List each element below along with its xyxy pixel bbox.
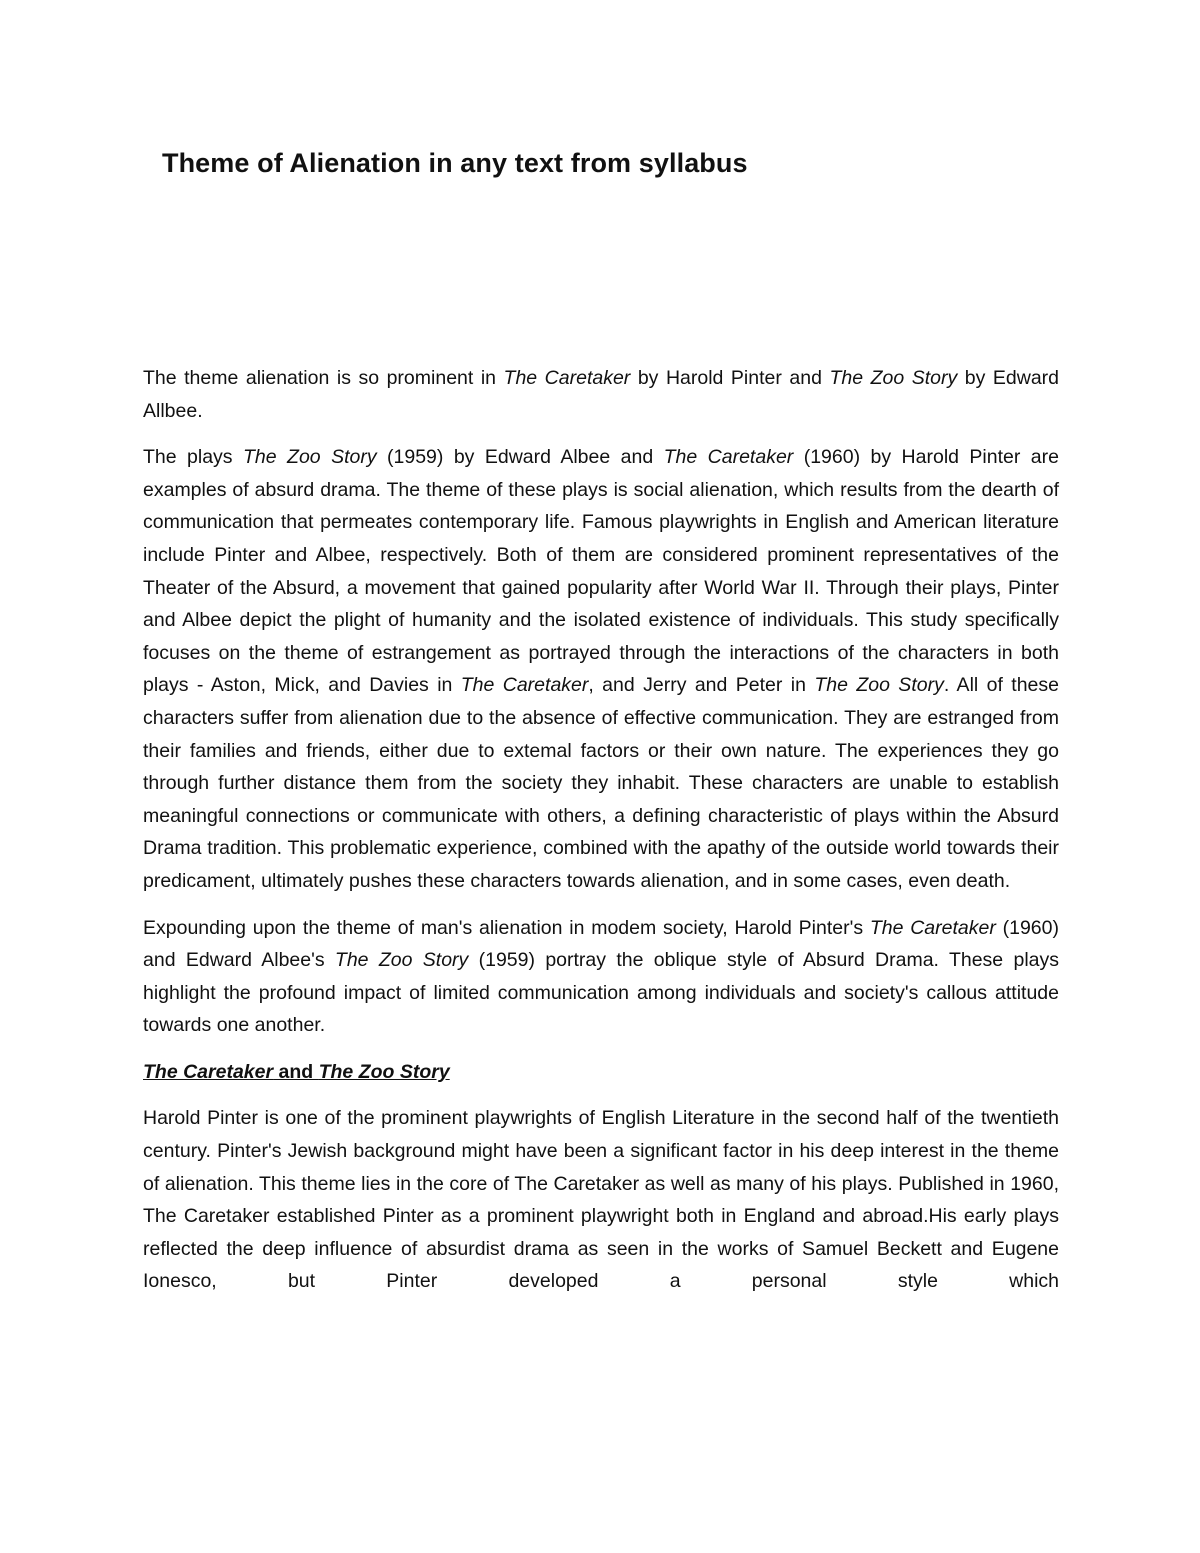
paragraph-pinter: Harold Pinter is one of the prominent playwrights of English Literature in the second half of the twentieth century. Pinter's Jewish background might have been a significant factor in his deep interest in the theme of alienation. This theme lies in the core of The Caretaker as well as many of his plays. Published in 1960, The Caretaker established Pinter as a prominent playwright both in England and abroad.His early plays reflected the deep influence of absurdist drama as seen in the works of Samuel Beckett and Eugene Ionesco, but Pinter developed a personal style which <box>143 1107 1059 1293</box>
play-title-caretaker: The Caretaker <box>460 674 589 697</box>
play-title-caretaker: The Caretaker <box>503 367 631 389</box>
text-run: (1959) portray the oblique style of Absurd Drama. These plays highlight the profound impact of limited communication among individuals and society's callous attitude towards one another. <box>143 949 1059 1037</box>
text-run: and <box>273 1060 319 1083</box>
section-heading <box>143 1056 1059 1089</box>
page-title: Theme of Alienation in any text from syllabus <box>162 148 748 178</box>
text-run: (1959) by Edward Albee and <box>376 446 664 469</box>
play-title-zoo-story: The Zoo Story <box>318 1060 450 1083</box>
play-title-caretaker: The Caretaker <box>663 446 794 469</box>
play-title-zoo-story: The Zoo Story <box>334 949 469 972</box>
text-run: (1960) and Edward Albee's <box>143 916 1059 972</box>
text-run: Expounding upon the theme of man's alienation in modem society, Harold Pinter's <box>143 916 870 939</box>
text-run: . All of these characters suffer from alienation due to the absence of effective communication. They are estranged from their families and friends, either due to extemal factors or their own nature. The experiences they go through further distance them from the society they inhabit. These characters are unable to establish meaningful connections or communicate with others, a defining characteristic of plays within the Absurd Drama tradition. This problematic experience, combined with the apathy of the outside world towards their predicament, ultimately pushes these characters towards alienation, and in some cases, even death. <box>143 674 1059 892</box>
text-run: by Harold Pinter and <box>630 367 830 389</box>
document-body <box>143 362 1059 1312</box>
play-title-zoo-story: The Zoo Story <box>243 446 377 469</box>
text-run: The theme alienation is so prominent in <box>143 367 504 389</box>
play-title-caretaker: The Caretaker <box>869 916 996 939</box>
text-run: The plays <box>143 446 243 469</box>
paragraph-absurd-drama <box>143 441 1059 897</box>
text-run: by Edward Allbee. <box>143 367 1059 422</box>
paragraph-intro <box>143 362 1059 427</box>
play-title-zoo-story: The Zoo Story <box>829 367 958 389</box>
text-run: , and Jerry and Peter in <box>588 674 815 697</box>
play-title-zoo-story: The Zoo Story <box>814 674 944 697</box>
text-run: (1960) by Harold Pinter are examples of absurd drama. The theme of these plays is social alienation, which results from the dearth of communication that permeates contemporary life. Famous playwrights in English and American literature include Pinter and Albee, respectively. Both of them are considered prominent representatives of the Theater of the Absurd, a movement that gained popularity after World War II. Through their plays, Pinter and Albee depict the plight of humanity and the isolated existence of individuals. This study specifically focuses on the theme of estrangement as portrayed through the interactions of the characters in both plays - Aston, Mick, and Davies in <box>143 446 1059 697</box>
paragraph-expounding <box>143 912 1059 1042</box>
play-title-caretaker: The Caretaker <box>143 1060 274 1083</box>
